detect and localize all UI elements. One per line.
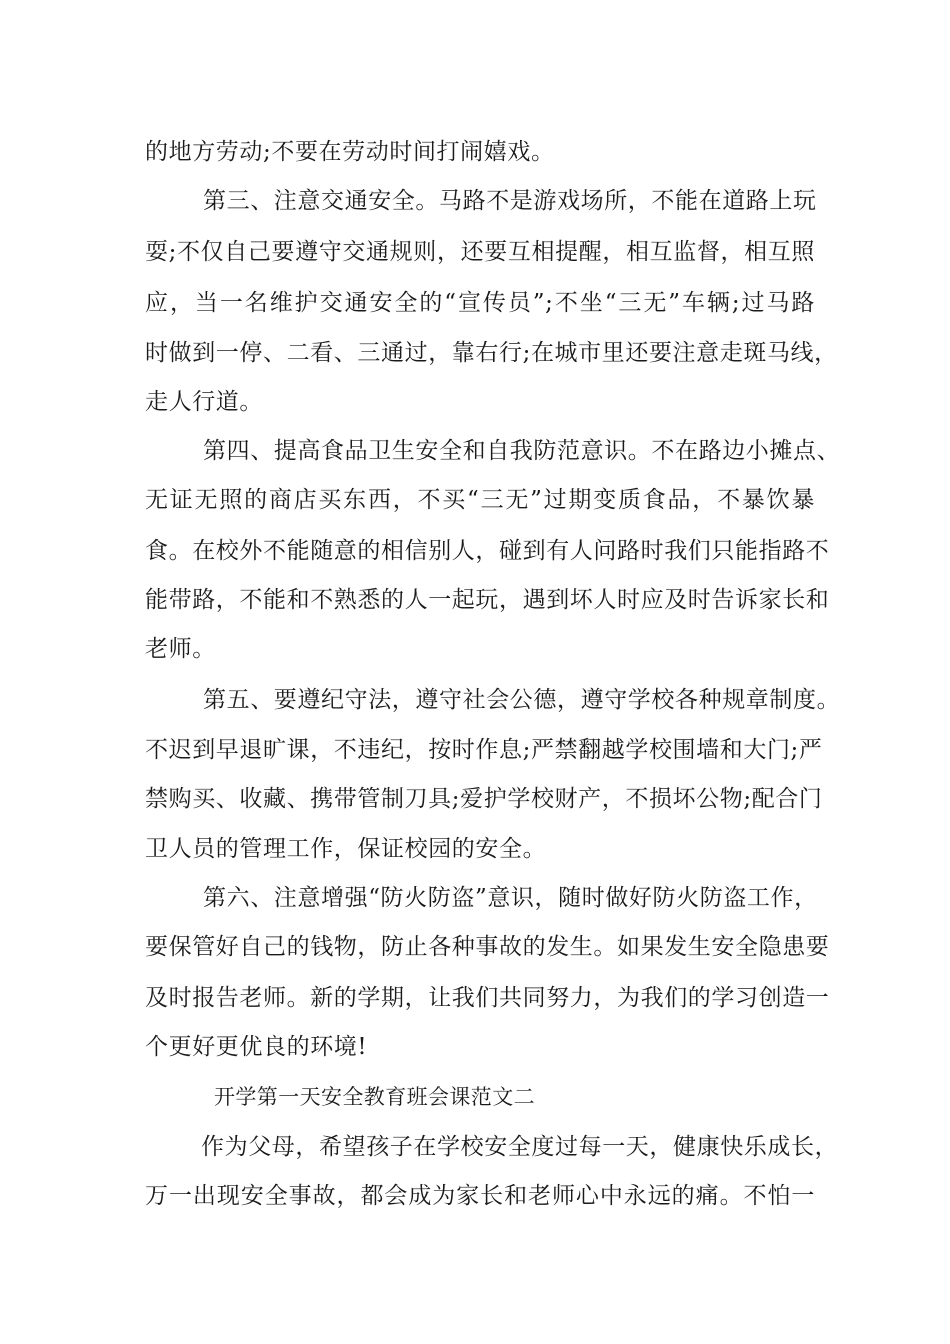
text-line: 应，当一名维护交通安全的“宣传员”;不坐“三无”车辆;过马路 xyxy=(145,290,815,316)
text-line: 走人行道。 xyxy=(145,389,263,415)
text-line: 时做到一停、二看、三通过，靠右行;在城市里还要注意走斑马线， xyxy=(145,340,838,366)
text-line: 能带路，不能和不熟悉的人一起玩，遇到坏人时应及时告诉家长和 xyxy=(145,587,830,613)
text-line: 的地方劳动;不要在劳动时间打闹嬉戏。 xyxy=(145,139,555,165)
section-heading: 开学第一天安全教育班会课范文二 xyxy=(214,1085,535,1109)
text-line: 要保管好自己的钱物，防止各种事故的发生。如果发生安全隐患要 xyxy=(145,934,830,960)
text-line: 个更好更优良的环境! xyxy=(145,1034,368,1060)
text-line: 不迟到早退旷课，不违纪，按时作息;严禁翻越学校围墙和大门;严 xyxy=(145,737,823,763)
text-line: 食。在校外不能随意的相信别人，碰到有人问路时我们只能指路不 xyxy=(145,538,830,564)
text-line: 老师。 xyxy=(145,636,216,662)
text-line: 无证无照的商店买东西，不买“三无”过期变质食品，不暴饮暴 xyxy=(145,487,815,513)
paragraph-first-line: 第六、注意增强“防火防盗”意识，随时做好防火防盗工作， xyxy=(203,885,818,911)
paragraph-first-line: 第三、注意交通安全。马路不是游戏场所，不能在道路上玩 xyxy=(203,188,817,214)
paragraph-first-line: 作为父母，希望孩子在学校安全度过每一天，健康快乐成长， xyxy=(201,1134,839,1160)
text-line: 万一出现安全事故，都会成为家长和老师心中永远的痛。不怕一 xyxy=(145,1183,815,1209)
text-line: 卫人员的管理工作，保证校园的安全。 xyxy=(145,836,547,862)
text-line: 及时报告老师。新的学期，让我们共同努力，为我们的学习创造一 xyxy=(145,985,830,1011)
paragraph-first-line: 第四、提高食品卫生安全和自我防范意识。不在路边小摊点、 xyxy=(203,438,841,464)
paragraph-first-line: 第五、要遵纪守法，遵守社会公德，遵守学校各种规章制度。 xyxy=(203,687,841,713)
text-line: 禁购买、收藏、携带管制刀具;爱护学校财产，不损坏公物;配合门 xyxy=(145,786,823,812)
text-line: 耍;不仅自己要遵守交通规则，还要互相提醒，相互监督，相互照 xyxy=(145,239,815,265)
